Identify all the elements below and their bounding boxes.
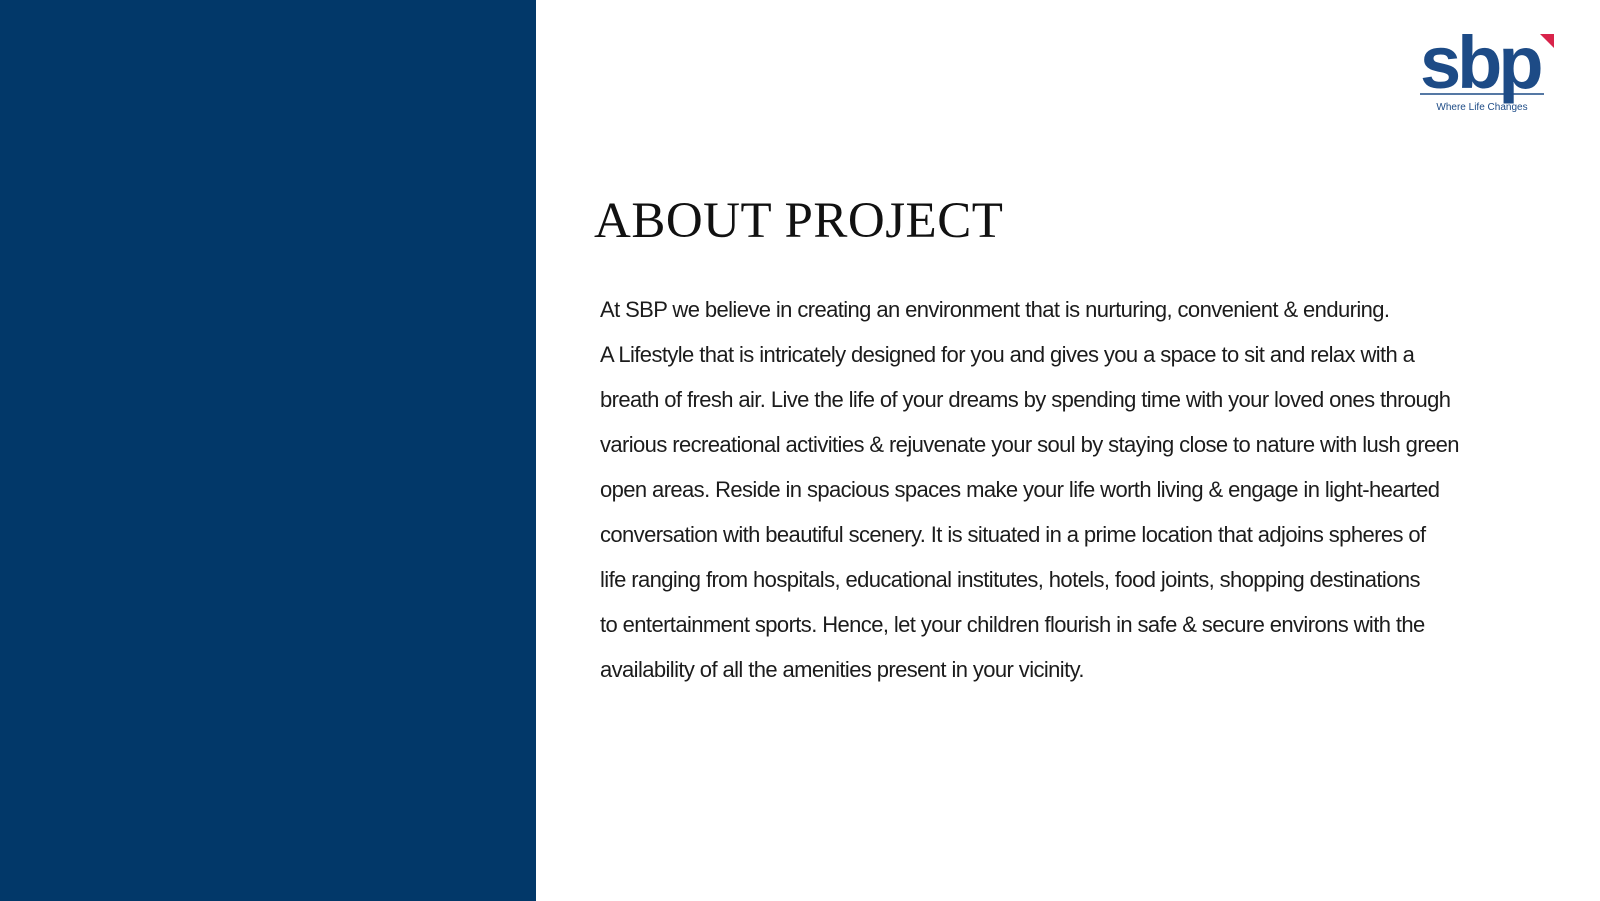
logo-wordmark: sbp <box>1420 22 1540 104</box>
paragraph-line: breath of fresh air. Live the life of your dreams by spending time with your loved ones through <box>600 387 1451 412</box>
logo-accent-mark <box>1540 34 1554 48</box>
paragraph-line: A Lifestyle that is intricately designed for you and gives you a space to sit and relax with a <box>600 342 1415 367</box>
paragraph-line: availability of all the amenities present in your vicinity. <box>600 657 1084 682</box>
sbp-logo <box>1418 22 1558 116</box>
paragraph-line: conversation with beautiful scenery. It is situated in a prime location that adjoins spheres of <box>600 522 1426 547</box>
logo-tagline: Where Life Changes <box>1436 102 1528 113</box>
paragraph-line: open areas. Reside in spacious spaces make your life worth living & engage in light-hearted <box>600 477 1440 502</box>
page-title: ABOUT PROJECT <box>594 193 1004 249</box>
paragraph-line: to entertainment sports. Hence, let your children flourish in safe & secure environs with the <box>600 612 1425 637</box>
about-paragraph <box>600 287 1585 692</box>
paragraph-line: various recreational activities & rejuvenate your soul by staying close to nature with lush green <box>600 432 1459 457</box>
paragraph-line: At SBP we believe in creating an environment that is nurturing, convenient & enduring. <box>600 297 1390 322</box>
paragraph-line: life ranging from hospitals, educational institutes, hotels, food joints, shopping destinations <box>600 567 1420 592</box>
side-color-panel <box>0 0 536 901</box>
